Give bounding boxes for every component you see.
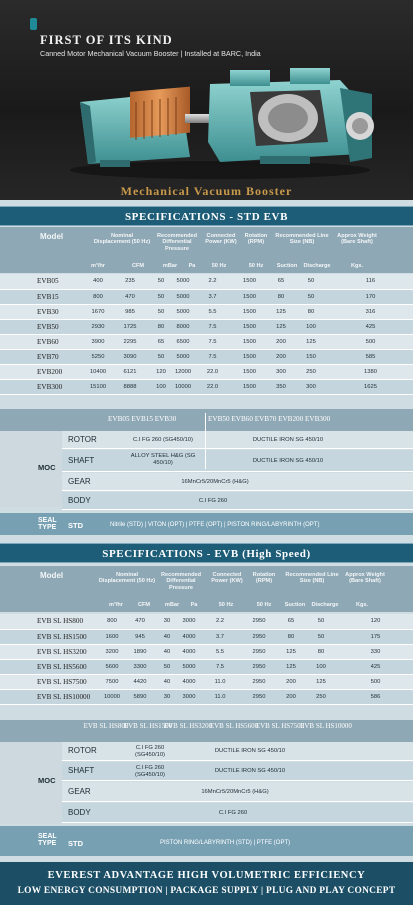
std-unit-suction: Suction [276,263,298,269]
std-value-cell: 125 [294,334,328,349]
hs-value-cell: 5890 [124,689,156,704]
hs-unit-m3hr: m³/hr [109,602,123,608]
std-value-cell: 100 [150,379,172,394]
hs-table-row [0,644,413,659]
hs-value-cell: 2950 [240,689,278,704]
std-value-cell: 350 [268,379,294,394]
hs-moc-model-label: EVB SL HS7500 [255,722,305,730]
hs-seal-type-row [0,826,413,856]
hs-unit-power-hz: 50 Hz [218,602,234,608]
std-value-cell: 1500 [231,274,268,289]
hs-model-cell: EVB SL HS800 [0,614,100,629]
hs-value-cell: 4000 [178,629,200,644]
std-moc-shaft-right: DUCTILE IRON SG 450/10 [252,458,324,464]
std-value-cell: 1500 [231,319,268,334]
hs-moc-model-label: EVB SL HS10000 [300,722,352,730]
std-unit-cfm: CFM [131,263,145,269]
footer-banner [0,862,413,905]
hs-value-cell: 100 [304,659,338,674]
std-value-cell: 1500 [231,364,268,379]
std-header-weight: Approx Weight (Bare Shaft) [337,233,377,246]
std-value-cell: 250 [294,364,328,379]
hs-model-cell: EVB SL HS7500 [0,674,100,689]
std-value-cell: 170 [328,289,413,304]
hs-moc-rotor-label: ROTOR [68,746,97,755]
std-value-cell: 6121 [110,364,150,379]
std-table-header [0,227,413,273]
hs-unit-mbar: mBar [164,602,180,608]
std-header-linesize: Recommended Line Size (NB) [275,233,329,246]
hs-table-row [0,659,413,674]
hs-model-cell: EVB SL HS10000 [0,689,100,704]
std-unit-pa: Pa [188,263,196,269]
hs-value-cell: 3200 [100,644,124,659]
std-value-cell: 120 [150,364,172,379]
std-unit-m3hr: m³/hr [91,263,105,269]
brand-mark-icon [30,18,37,30]
std-value-cell: 585 [328,349,413,364]
hs-value-cell: 470 [124,614,156,629]
hs-table-header [0,566,413,612]
hs-header-pressure: Recommended Differential Pressure [160,572,202,591]
std-moc-models-right: EVB50 EVB60 EVB70 EVB200 EVB300 [208,415,331,423]
std-value-cell: 5250 [86,349,110,364]
hs-header-weight: Approx Weight (Bare Shaft) [345,572,385,585]
hs-value-cell: 586 [338,689,413,704]
hs-value-cell: 5600 [100,659,124,674]
hs-model-cell: EVB SL HS5600 [0,659,100,674]
std-moc-models-left: EVB05 EVB15 EVB30 [108,415,177,423]
std-seal-label-1: SEAL [38,517,57,524]
hs-value-cell: 30 [156,689,178,704]
hs-value-cell: 2950 [240,614,278,629]
hs-value-cell: 4420 [124,674,156,689]
hs-value-cell: 5.5 [200,644,240,659]
hs-value-cell: 175 [338,629,413,644]
std-value-cell: 10000 [172,379,194,394]
std-unit-discharge: Discharge [303,263,331,269]
std-seal-type-row [0,513,413,535]
hs-value-cell: 2950 [240,644,278,659]
hs-value-cell: 3000 [178,689,200,704]
std-value-cell: 7.5 [194,334,231,349]
std-moc-rotor-label: ROTOR [68,435,97,444]
hs-value-cell: 80 [278,629,304,644]
hs-value-cell: 1600 [100,629,124,644]
hs-model-cell: EVB SL HS1500 [0,629,100,644]
std-value-cell: 3900 [86,334,110,349]
hero-subtitle: Canned Motor Mechanical Vacuum Booster | Installed at BARC, India [40,49,261,58]
hs-value-cell: 50 [304,614,338,629]
std-model-cell: EVB60 [0,334,86,349]
std-value-cell: 2930 [86,319,110,334]
std-value-cell: 1500 [231,334,268,349]
std-value-cell: 6500 [172,334,194,349]
footer-line-2: LOW ENERGY CONSUMPTION | PACKAGE SUPPLY | PLUG AND PLAY CONCEPT [17,886,396,896]
hs-value-cell: 330 [338,644,413,659]
std-value-cell: 1500 [231,289,268,304]
std-value-cell: 300 [268,364,294,379]
std-value-cell: 80 [268,289,294,304]
hs-value-cell: 7500 [100,674,124,689]
std-value-cell: 22.0 [194,364,231,379]
std-value-cell: 1625 [328,379,413,394]
hs-value-cell: 11.0 [200,689,240,704]
std-value-cell: 5.5 [194,304,231,319]
std-moc-gear-label: GEAR [68,477,91,486]
hs-unit-cfm: CFM [137,602,151,608]
std-value-cell: 2295 [110,334,150,349]
std-value-cell: 22.0 [194,379,231,394]
std-value-cell: 800 [86,289,110,304]
std-moc-gear-value: 16MnCr5/20MnCr5 (H&G) [181,479,249,485]
std-table-row [0,364,413,379]
hs-moc-gear-label: GEAR [68,787,91,796]
std-moc-body-value: C.I FG 260 [198,498,228,504]
std-seal-value: Nitrile (STD) | VITON (OPT) | PTFE (OPT) | PISTON RING/LABYRINTH (OPT) [110,522,320,528]
std-value-cell: 2.2 [194,274,231,289]
std-table-row [0,379,413,394]
hs-value-cell: 30 [156,614,178,629]
hs-value-cell: 250 [304,689,338,704]
std-moc-shaft-label: SHAFT [68,456,95,465]
std-value-cell: 1725 [110,319,150,334]
std-header-rotation: Rotation (RPM) [244,233,268,246]
std-value-cell: 316 [328,304,413,319]
hs-value-cell: 2950 [240,659,278,674]
std-value-cell: 150 [294,349,328,364]
hs-value-cell: 125 [304,674,338,689]
std-value-cell: 1500 [231,304,268,319]
std-value-cell: 10400 [86,364,110,379]
hs-seal-label-2: TYPE [38,840,57,847]
std-table-row [0,304,413,319]
std-moc-body-label: BODY [68,496,91,505]
hs-spec-table [0,614,413,705]
hs-seal-value: PISTON RING/LABYRINTH (STD) | PTFE (OPT) [160,840,291,846]
hs-value-cell: 2950 [240,674,278,689]
hs-header-rotation: Rotation (RPM) [252,572,276,585]
std-table-row [0,334,413,349]
hs-header-power: Connected Power (KW) [211,572,243,585]
std-model-cell: EVB200 [0,364,86,379]
std-value-cell: 3090 [110,349,150,364]
hs-moc-model-label: EVB SL HS1500 [123,722,173,730]
hs-moc-rotor-right: DUCTILE IRON SG 450/10 [214,748,286,754]
std-value-cell: 300 [294,379,328,394]
hs-spec-title: SPECIFICATIONS - EVB (High Speed) [0,543,413,563]
std-unit-mbar: mBar [162,263,178,269]
std-value-cell: 125 [268,304,294,319]
footer-line-1: EVEREST ADVANTAGE HIGH VOLUMETRIC EFFICIENCY [47,870,366,881]
std-value-cell: 1380 [328,364,413,379]
std-moc-side [0,431,62,507]
hs-unit-discharge: Discharge [311,602,339,608]
std-moc-rotor-left: C.I FG 260 (SG450/10) [133,437,193,443]
std-model-cell: EVB15 [0,289,86,304]
hs-value-cell: 50 [304,629,338,644]
hs-table-row [0,614,413,629]
std-value-cell: 100 [294,319,328,334]
hs-value-cell: 2950 [240,629,278,644]
std-seal-std-label: STD [68,521,83,530]
std-table-row [0,289,413,304]
std-value-cell: 50 [150,304,172,319]
hs-table-row [0,689,413,704]
hs-value-cell: 11.0 [200,674,240,689]
std-table-row [0,274,413,289]
hs-value-cell: 2.2 [200,614,240,629]
hs-value-cell: 5000 [178,659,200,674]
std-value-cell: 65 [150,334,172,349]
hs-moc-model-label: EVB SL HS5600 [209,722,259,730]
std-value-cell: 5000 [172,289,194,304]
hs-table-row [0,629,413,644]
std-model-cell: EVB300 [0,379,86,394]
hs-unit-pa: Pa [190,602,198,608]
vacuum-booster-image [60,62,380,180]
hs-value-cell: 80 [304,644,338,659]
hs-seal-label-1: SEAL [38,833,57,840]
std-model-cell: EVB30 [0,304,86,319]
hs-value-cell: 4000 [178,674,200,689]
hs-value-cell: 40 [156,644,178,659]
hs-value-cell: 800 [100,614,124,629]
hs-value-cell: 945 [124,629,156,644]
std-table-row [0,349,413,364]
hs-value-cell: 425 [338,659,413,674]
hs-value-cell: 3300 [124,659,156,674]
std-value-cell: 235 [110,274,150,289]
std-spec-title: SPECIFICATIONS - STD EVB [0,206,413,226]
std-unit-kgs: Kgs. [350,263,364,269]
hs-moc-label: MOC [38,776,56,785]
std-value-cell: 8888 [110,379,150,394]
std-value-cell: 50 [294,274,328,289]
std-value-cell: 500 [328,334,413,349]
std-value-cell: 1670 [86,304,110,319]
std-value-cell: 200 [268,349,294,364]
std-header-model: Model [40,232,64,241]
hs-value-cell: 3000 [178,614,200,629]
std-header-power: Connected Power (KW) [205,233,237,246]
hs-value-cell: 200 [278,674,304,689]
std-value-cell: 50 [150,274,172,289]
std-value-cell: 425 [328,319,413,334]
std-moc-rotor-right: DUCTILE IRON SG 450/10 [252,437,324,443]
std-value-cell: 985 [110,304,150,319]
hs-moc-model-label: EVB SL HS3200 [163,722,213,730]
std-value-cell: 15100 [86,379,110,394]
std-value-cell: 470 [110,289,150,304]
hs-moc-body-value: C.I FG 260 [218,810,248,816]
std-value-cell: 7.5 [194,319,231,334]
hs-value-cell: 125 [278,644,304,659]
hs-value-cell: 500 [338,674,413,689]
hs-value-cell: 40 [156,629,178,644]
std-value-cell: 65 [268,274,294,289]
hs-unit-suction: Suction [284,602,306,608]
std-moc-label: MOC [38,463,56,472]
hs-moc-shaft-left: C.I FG 260 (SG450/10) [135,765,165,778]
hs-header-linesize: Recommended Line Size (NB) [285,572,339,585]
hs-value-cell: 10000 [100,689,124,704]
hs-header-model: Model [40,571,64,580]
hs-unit-rpm-hz: 50 Hz [256,602,272,608]
std-value-cell: 125 [268,319,294,334]
std-value-cell: 400 [86,274,110,289]
std-header-pressure: Recommended Differential Pressure [156,233,198,252]
std-value-cell: 80 [150,319,172,334]
std-header-displacement: Nominal Displacement (50 Hz) [93,233,151,246]
std-value-cell: 80 [294,304,328,319]
hs-moc-body-label: BODY [68,808,91,817]
std-value-cell: 7.5 [194,349,231,364]
hs-moc-gear-value: 16MnCr5/20MnCr5 (H&G) [201,789,269,795]
std-moc-models-header [0,409,413,431]
hs-moc-models-header [0,720,413,742]
std-value-cell: 12000 [172,364,194,379]
std-value-cell: 200 [268,334,294,349]
hs-moc-side [0,742,62,824]
hs-table-row [0,674,413,689]
std-value-cell: 8000 [172,319,194,334]
std-value-cell: 5000 [172,304,194,319]
hs-unit-kgs: Kgs. [355,602,369,608]
std-model-cell: EVB50 [0,319,86,334]
std-unit-power-hz: 50 Hz [211,263,227,269]
std-model-cell: EVB05 [0,274,86,289]
hs-moc-rotor-left: C.I FG 260 (SG450/10) [135,745,165,758]
hs-value-cell: 125 [278,659,304,674]
std-value-cell: 5000 [172,349,194,364]
std-model-cell: EVB70 [0,349,86,364]
hs-value-cell: 7.5 [200,659,240,674]
hs-value-cell: 65 [278,614,304,629]
hs-value-cell: 200 [278,689,304,704]
std-value-cell: 116 [328,274,413,289]
std-value-cell: 5000 [172,274,194,289]
std-unit-rpm-hz: 50 Hz [248,263,264,269]
hs-model-cell: EVB SL HS3200 [0,644,100,659]
std-value-cell: 50 [150,289,172,304]
std-value-cell: 1500 [231,349,268,364]
hs-value-cell: 50 [156,659,178,674]
hs-value-cell: 1890 [124,644,156,659]
std-value-cell: 50 [294,289,328,304]
std-table-row [0,319,413,334]
hs-value-cell: 40 [156,674,178,689]
hs-seal-std-label: STD [68,839,83,848]
hs-value-cell: 4000 [178,644,200,659]
std-spec-table [0,274,413,395]
hs-moc-model-label: EVB SL HS800 [83,722,129,730]
hero-title: FIRST OF ITS KIND [40,33,173,47]
std-value-cell: 3.7 [194,289,231,304]
hero-banner [0,0,413,200]
std-value-cell: 1500 [231,379,268,394]
section-heading: Mechanical Vacuum Booster [120,184,293,198]
std-value-cell: 50 [150,349,172,364]
std-moc-divider [205,413,206,469]
std-moc-shaft-left: ALLOY STEEL H&G (SG 450/10) [130,453,196,466]
hs-value-cell: 3.7 [200,629,240,644]
hs-moc-shaft-label: SHAFT [68,766,95,775]
hs-value-cell: 120 [338,614,413,629]
std-seal-label-2: TYPE [38,524,57,531]
hs-header-displacement: Nominal Displacement (50 Hz) [98,572,156,585]
hs-moc-shaft-right: DUCTILE IRON SG 450/10 [214,768,286,774]
